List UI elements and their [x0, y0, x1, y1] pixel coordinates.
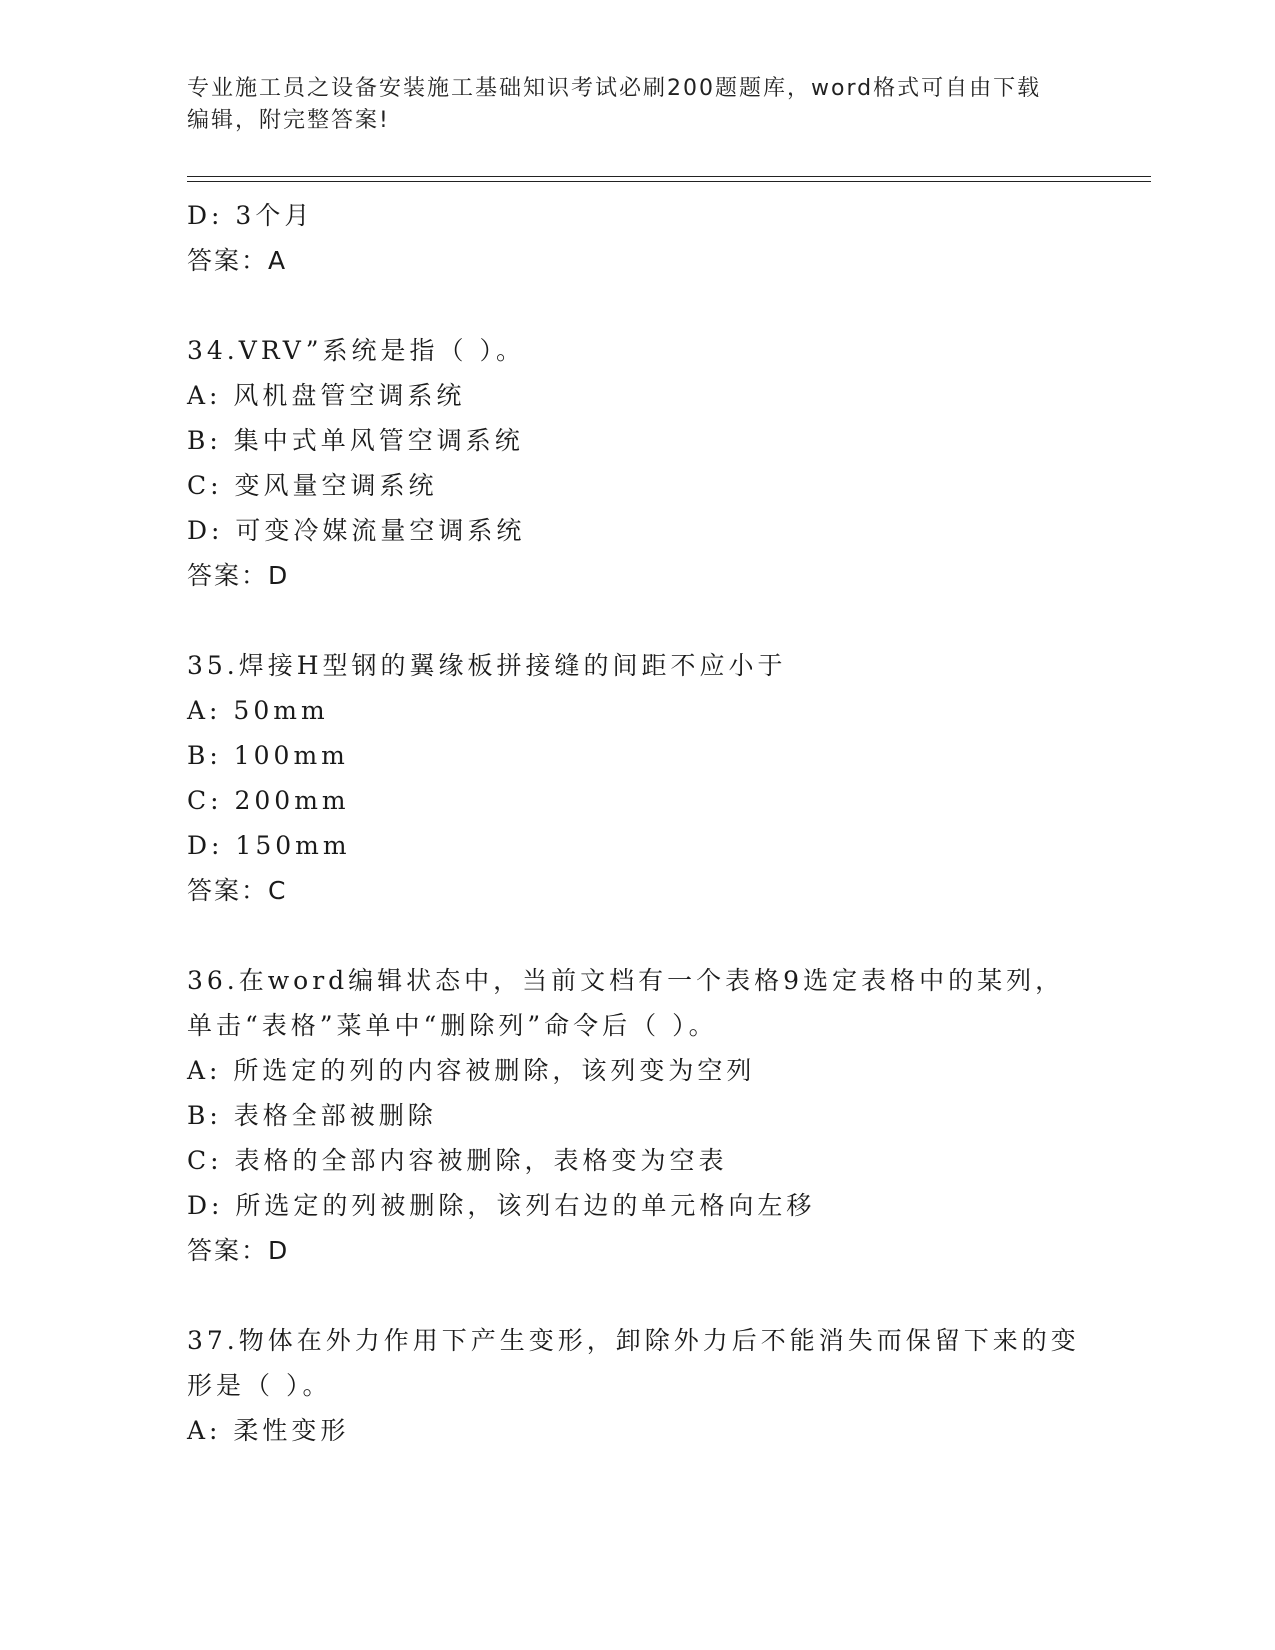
spacer [187, 283, 1087, 328]
option-c: C: 表格的全部内容被删除，表格变为空表 [187, 1146, 728, 1175]
header-rule-bottom [187, 181, 1151, 182]
answer: 答案：D [187, 1236, 290, 1265]
question-stem-line-1: 36.在word编辑状态中，当前文档有一个表格9选定表格中的某列， [187, 966, 1065, 995]
question-37 [187, 1318, 1087, 1453]
option-c: C: 变风量空调系统 [187, 471, 438, 500]
option-d: D: 所选定的列被删除，该列右边的单元格向左移 [187, 1191, 816, 1220]
option-a: A: 柔性变形 [187, 1416, 350, 1445]
document-body [187, 193, 1087, 1453]
option-c: C: 200mm [187, 786, 350, 815]
option-a: A: 风机盘管空调系统 [187, 381, 466, 410]
prev-option-d: D: 3个月 [187, 201, 314, 230]
answer: 答案：C [187, 876, 288, 905]
question-stem: 35.焊接H型钢的翼缘板拼接缝的间距不应小于 [187, 651, 787, 680]
question-stem-line-2: 形是（ ）。 [187, 1371, 332, 1400]
option-b: B: 集中式单风管空调系统 [187, 426, 524, 455]
question-stem-line-2: 单击“表格”菜单中“删除列”命令后（ ）。 [187, 1011, 718, 1040]
prev-answer: 答案：A [187, 246, 288, 275]
header-line-1: 专业施工员之设备安装施工基础知识考试必刷200题题库，word格式可自由下载 [187, 76, 1042, 101]
option-a: A: 所选定的列的内容被删除，该列变为空列 [187, 1056, 756, 1085]
option-b: B: 100mm [187, 741, 349, 770]
question-34 [187, 328, 1087, 598]
question-stem-line-1: 37.物体在外力作用下产生变形，卸除外力后不能消失而保留下来的变 [187, 1326, 1080, 1355]
spacer [187, 913, 1087, 958]
spacer [187, 598, 1087, 643]
header-rule-top [187, 176, 1151, 177]
option-d: D: 可变冷媒流量空调系统 [187, 516, 526, 545]
question-stem: 34.VRV”系统是指（ ）。 [187, 336, 525, 365]
option-d: D: 150mm [187, 831, 351, 860]
option-b: B: 表格全部被删除 [187, 1101, 437, 1130]
answer: 答案：D [187, 561, 290, 590]
header-line-2: 编辑，附完整答案! [187, 108, 390, 133]
spacer [187, 1273, 1087, 1318]
document-header [187, 73, 1067, 137]
question-36 [187, 958, 1087, 1273]
option-a: A: 50mm [187, 696, 329, 725]
question-35 [187, 643, 1087, 913]
